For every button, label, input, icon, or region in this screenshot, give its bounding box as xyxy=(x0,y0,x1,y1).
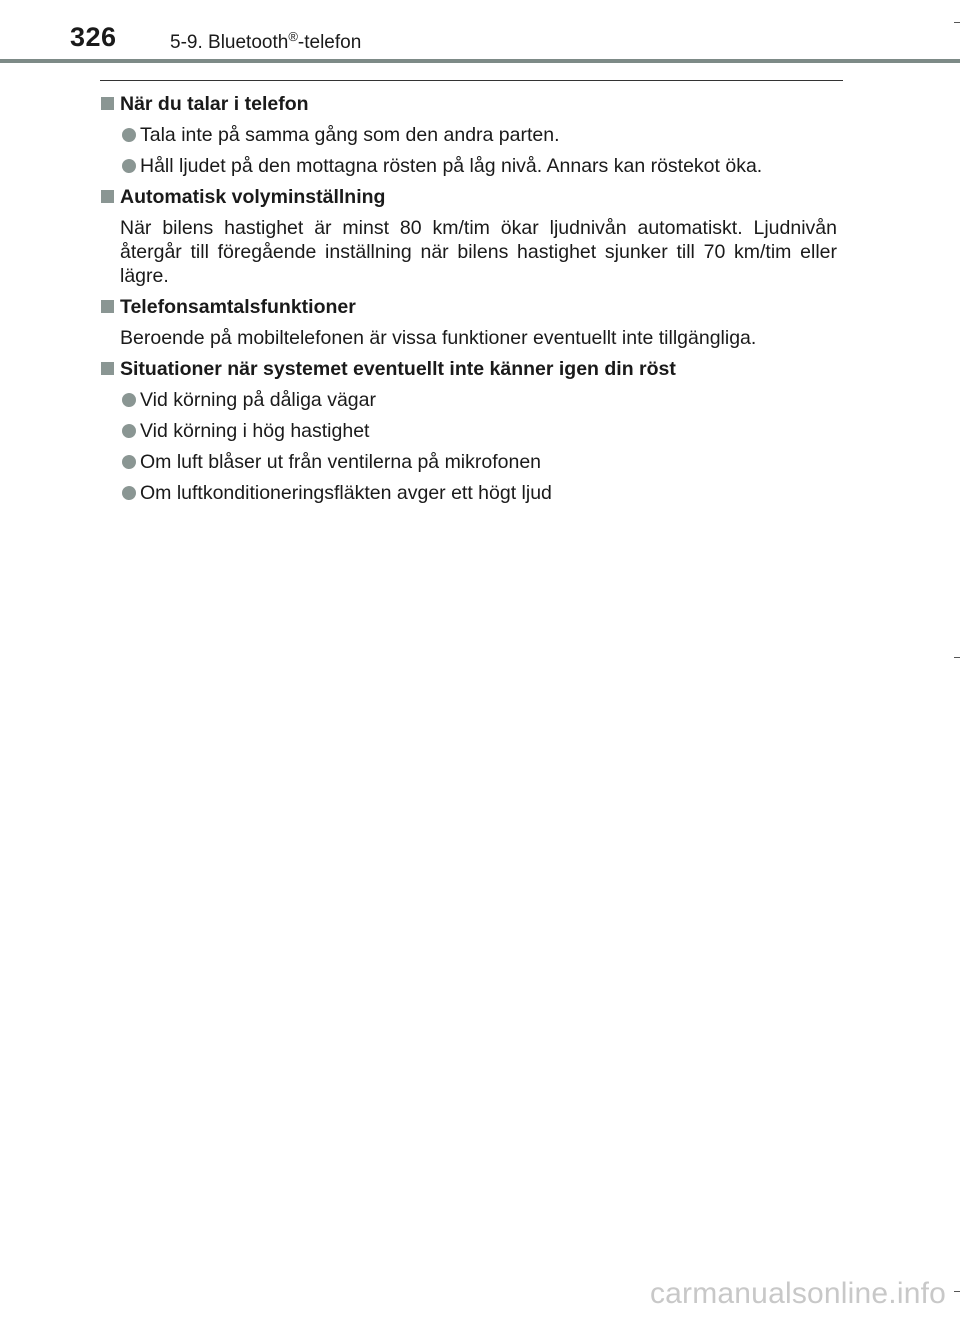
list-item xyxy=(100,481,837,505)
paragraph: Beroende på mobiltelefonen är vissa funktioner eventuellt inte tillgängliga. xyxy=(120,327,757,349)
section-title-suffix: -telefon xyxy=(297,32,362,53)
header-rule xyxy=(0,59,960,63)
list-item xyxy=(100,388,837,412)
square-bullet-icon xyxy=(101,300,114,313)
page-number: 326 xyxy=(70,22,117,52)
list-item-text: Vid körning i hög hastighet xyxy=(140,420,370,442)
heading-text: Situationer när systemet eventuellt inte känner igen din röst xyxy=(120,358,676,380)
crop-mark-middle xyxy=(954,657,960,658)
square-bullet-icon xyxy=(101,362,114,375)
list-item xyxy=(100,450,837,474)
list-item xyxy=(100,123,837,147)
crop-mark-top xyxy=(954,22,960,23)
registered-mark: ® xyxy=(288,29,298,44)
heading-text: Automatisk volyminställning xyxy=(120,186,386,208)
section-heading xyxy=(100,295,837,319)
list-item-text: Tala inte på samma gång som den andra parten. xyxy=(140,124,560,146)
circle-bullet-icon xyxy=(122,159,136,173)
section-heading xyxy=(100,357,837,381)
list-item xyxy=(100,154,837,178)
watermark: carmanualsonline.info xyxy=(649,1277,946,1310)
page-header xyxy=(0,0,960,64)
circle-bullet-icon xyxy=(122,455,136,469)
page-content xyxy=(100,92,837,512)
list-item-text: Håll ljudet på den mottagna rösten på låg nivå. Annars kan röstekot öka. xyxy=(140,155,763,177)
circle-bullet-icon xyxy=(122,128,136,142)
circle-bullet-icon xyxy=(122,393,136,407)
circle-bullet-icon xyxy=(122,486,136,500)
content-top-rule xyxy=(100,80,843,81)
paragraph: När bilens hastighet är minst 80 km/tim ökar ljudnivån automatiskt. Ljudnivån återgår till föregående inställning när bilens hastighet sjunker till 70 km/tim eller lägre. xyxy=(120,217,837,287)
section-title-prefix: 5-9. Bluetooth xyxy=(170,32,289,53)
circle-bullet-icon xyxy=(122,424,136,438)
section-heading xyxy=(100,185,837,209)
list-item-text: Om luft blåser ut från ventilerna på mikrofonen xyxy=(140,451,542,473)
section-title xyxy=(170,29,361,54)
section-heading xyxy=(100,92,837,116)
crop-mark-bottom xyxy=(954,1291,960,1292)
heading-text: När du talar i telefon xyxy=(120,93,309,115)
square-bullet-icon xyxy=(101,190,114,203)
list-item-text: Om luftkonditioneringsfläkten avger ett högt ljud xyxy=(140,482,552,504)
list-item-text: Vid körning på dåliga vägar xyxy=(140,389,376,411)
list-item xyxy=(100,419,837,443)
square-bullet-icon xyxy=(101,97,114,110)
heading-text: Telefonsamtalsfunktioner xyxy=(120,296,356,318)
